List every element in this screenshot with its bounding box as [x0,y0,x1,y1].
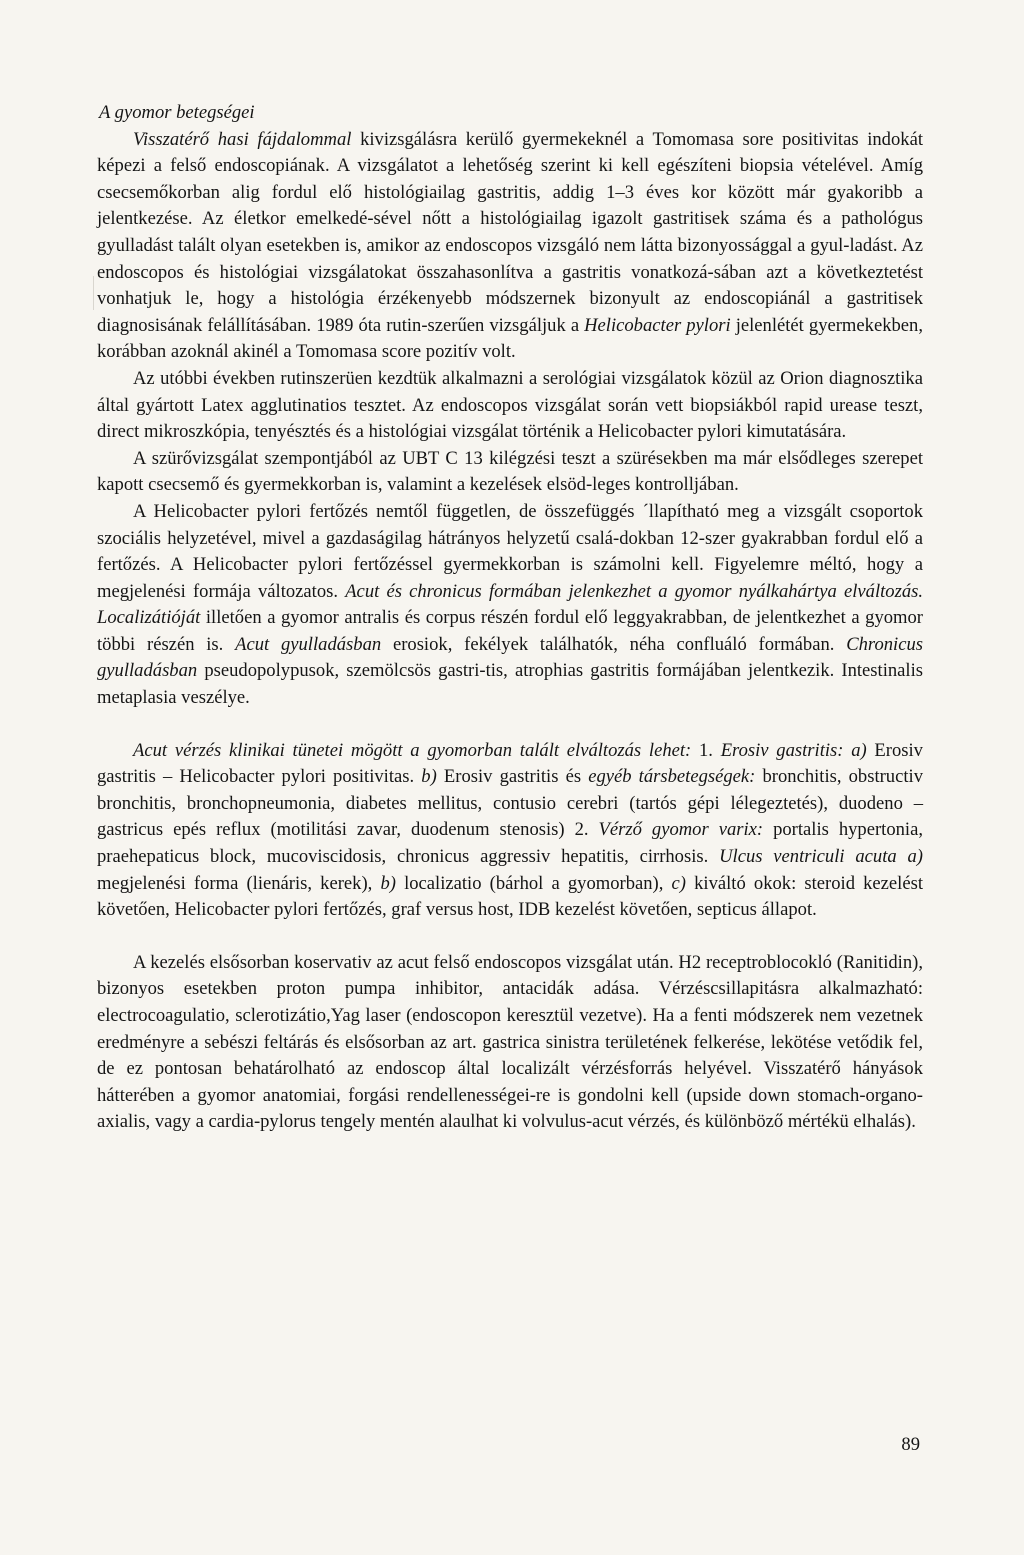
paragraph-4-text-3: erosiok, fekélyek találhatók, néha confluáló formában. [381,633,847,655]
paragraph-4-text-2: illetően a gyomor antralis és corpus részén fordul elő leggyakrabban, de jelentkezhet a gyomor többi részén is. [97,607,923,655]
paragraph-1-text-1: kivizsgálásra kerülő gyermekeknél a Tomomasa sore positivitas indokát képezi a felső endoscopiának. A vizsgálatot a lehetőség szerint ki kell egészíteni biopsia vételével. Amíg csecsemőkorban alig fordul elő histológiailag gastritis, addig 1–3 éves kor között már gyakoribb a jelentkezése. Az életkor emelkedé-sével nőtt a histológiailag igazolt gastritisek száma és a pathológus gyulladást talált olyan esetekben is, amikor az endoscopos vizsgáló nem látta bizonyossággal a gyul-ladást. Az endoscopos és histológiai vizsgálatokat összahasonlítva a gastritis vonatkozá-sában azt a következtetést vonhatjuk le, hogy a histológia érzékenyebb módszernek bizonyult az endoscopiánál a gastritisek diagnosisának felállításában. 1989 óta rutin-szerűen vizsgáljuk a [97,128,923,336]
paragraph-5-text-7: localizatio (bárhol a gyomorban), [395,872,672,894]
paragraph-5-italic-6: Ulcus ventriculi acuta a) [719,846,923,868]
page-number: 89 [901,1434,920,1455]
page-body [97,100,923,1136]
paragraph-5-italic-2: Erosiv gastritis: a) [720,739,867,761]
paragraph-1 [97,127,923,366]
paragraph-5 [97,738,923,924]
paragraph-4-text-4: pseudopolypusok, szemölcsös gastri-tis, atrophias gastritis formájában jelentkezik. Intestinalis metaplasia veszélye. [97,660,923,709]
paragraph-2: Az utóbbi években rutinszerüen kezdtük alkalmazni a serológiai vizsgálatok közül az Orion diagnosztika által gyártott Latex agglutinatios tesztet. Az endoscopos vizsgálat során vett biopsiákból rapid urease teszt, direct mikroszkópia, tenyésztés és a histológiai vizsgálat történik a Helicobacter pylori kimutatására. [97,367,923,443]
paragraph-5-text-2: Erosiv gastritis – Helicobacter pylori positivitas. [97,739,923,788]
paragraph-4 [97,499,923,712]
running-head: A gyomor betegségei [99,102,255,123]
paragraph-4-text-1: A Helicobacter pylori fertőzés nemtől független, de összefüggés ´llapítható meg a vizsgált csoportok szociális helyzetével, mivel a gazdaságilag hátrányos helyzetű csalá-dokban 12-szer gyakrabban fordul elő a fertőzés. A Helicobacter pylori fertőzéssel gyermekkorban is számolni kell. Figyelemre méltó, hogy a megjelenési formája változatos. [97,500,923,602]
paragraph-5-text-3: Erosiv gastritis és [436,766,589,788]
paragraph-5-italic-8: c) [671,872,686,894]
paragraph-1-italic-1: Visszatérő hasi fájdalommal [133,128,352,150]
paragraph-5-text-6: megjelenési forma (lienáris, kerek), [97,872,381,894]
paragraph-6: A kezelés elsősorban koservativ az acut felső endoscopos vizsgálat után. H2 receptroblocokló (Ranitidin), bizonyos esetekben proton pumpa inhibitor, antacidák adása. Vérzéscsillapitásra alkalmazható: electrocoagulatio, sclerotizátio,Yag laser (endoscopon keresztül vezetve). Ha a fenti módszerek nem vezetnek eredményre a sebészi feltárás és elsősorban az art. gastrica sinistra területének felkerése, lekötése vetődik fel, de ez pontosan behatárolható az endoscop által localizált vérzésforrás helyével. Visszatérő hányások hátterében a gyomor anatomiai, forgási rendellenességei-re is gondolni kell (upside down stomach-organo-axialis, vagy a cardia-pylorus tengely mentén alaulhat ki volvulus-acut vérzés, és különböző mértékü elhalás). [97,951,923,1133]
paragraph-5-text-5: portalis hypertonia, praehepaticus block, mucoviscidosis, chronicus aggressiv hepatitis, cirrhosis. [97,819,923,868]
paragraph-5-italic-7: b) [380,872,396,894]
paragraph-5-italic-1: Acut vérzés klinikai tünetei mögött a gyomorban talált elváltozás lehet: [133,739,692,761]
paragraph-5-text-8: kiváltó okok: steroid kezelést követően, Helicobacter pylori fertőzés, graf versus host, IDB kezelést követően, septicus állapot. [97,872,923,921]
scan-artifact-line [93,276,94,310]
paragraph-4-italic-1: Acut és chronicus formában jelenkezhet a gyomor nyálkahártya elváltozás. Localizátióját [97,580,923,629]
paragraph-4-italic-2: Acut gyulladásban [235,633,382,655]
paragraph-1-italic-2: Helicobacter pylori [584,314,731,336]
paragraph-4-italic-3: Chronicus gyulladásban [97,633,924,682]
paragraph-3: A szürővizsgálat szempontjából az UBT C 13 kilégzési teszt a szürésekben ma már elsődleges szerepet kapott csecsemő és gyermekkorban is, valamint a kezelések elsöd-leges kontrolljában. [97,447,923,496]
paragraph-1-text-2: jelenlétét gyermekekben, korábban azoknál akinél a Tomomasa score pozitív volt. [97,314,923,363]
paragraph-5-italic-4: egyéb társbetegségek: [588,766,756,788]
paragraph-5-italic-3: b) [421,766,437,788]
paragraph-5-text-4: bronchitis, obstructiv bronchitis, bronchopneumonia, diabetes mellitus, contusio cerebri (tartós gépi lélegeztetés), duodeno – gastricus epés reflux (motilitási zavar, duodenum stenosis) 2. [97,766,923,841]
paragraph-5-italic-5: Vérző gyomor varix: [598,819,764,841]
paragraph-5-text-1: 1. [691,739,721,761]
